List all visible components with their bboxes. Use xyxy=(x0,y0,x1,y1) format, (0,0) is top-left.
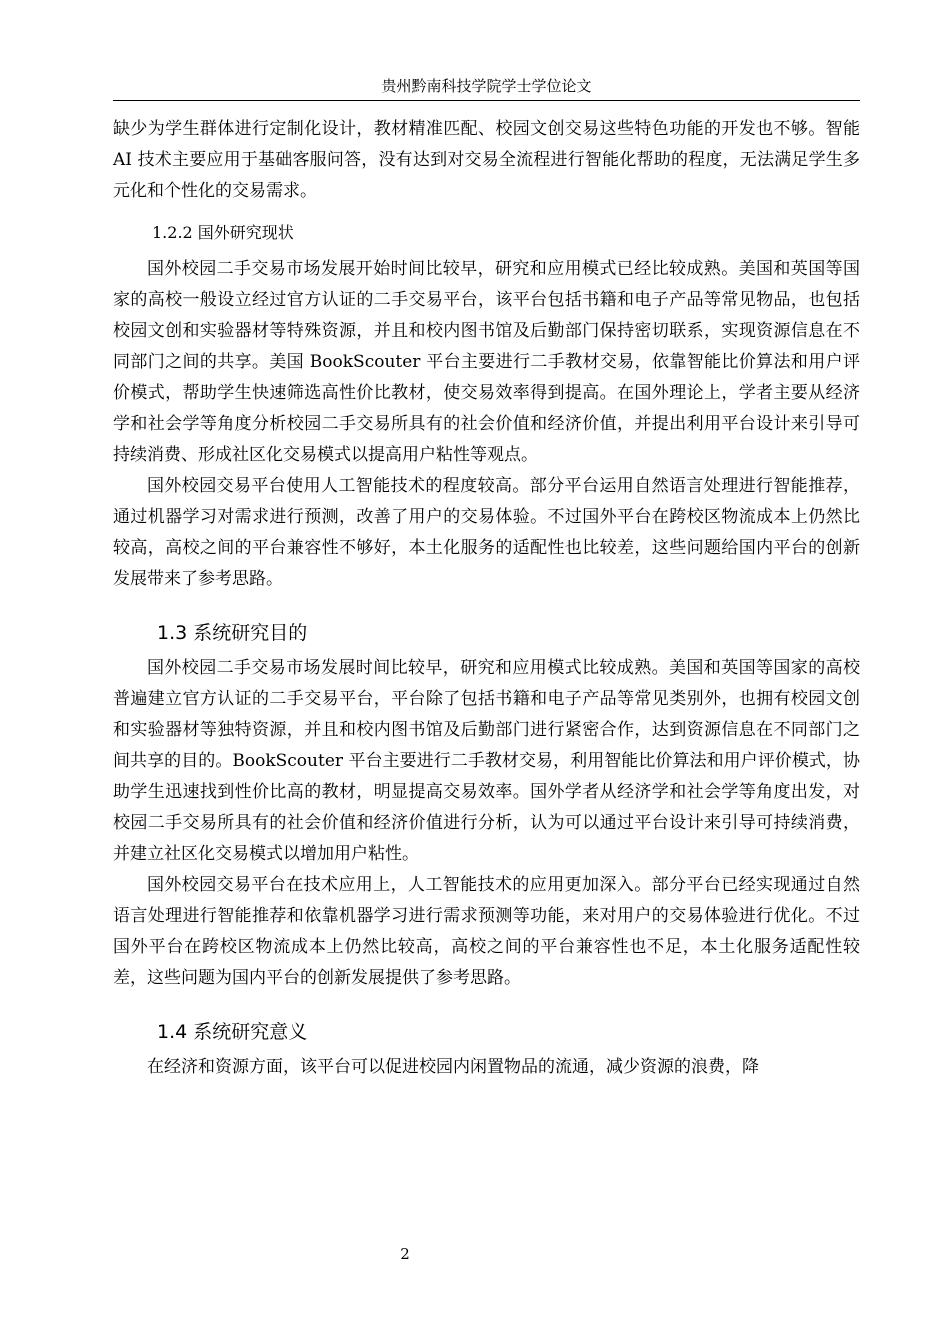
header-divider xyxy=(113,100,860,101)
paragraph-intro: 缺少为学生群体进行定制化设计，教材精准匹配、校园文创交易这些特色功能的开发也不够。智能 AI 技术主要应用于基础客服问答，没有达到对交易全流程进行智能化帮助的程度，无法满足学生多元化和个性化的交易需求。 xyxy=(113,119,860,201)
paragraph-1-3-b: 国外校园交易平台在技术应用上，人工智能技术的应用更加深入。部分平台已经实现通过自然语言处理进行智能推荐和依靠机器学习进行需求预测等功能，来对用户的交易体验进行优化。不过国外平台在跨校区物流成本上仍然比较高，高校之间的平台兼容性也不足，本土化服务适配性较差，这些问题为国内平台的创新发展提供了参考思路。 xyxy=(113,875,860,988)
heading-1-2-2: 1.2.2 国外研究现状 xyxy=(152,223,294,242)
heading-1-3: 1.3 系统研究目的 xyxy=(157,622,308,644)
paragraph-1-3-a: 国外校园二手交易市场发展时间比较早，研究和应用模式比较成熟。美国和英国等国家的高校普遍建立官方认证的二手交易平台，平台除了包括书籍和电子产品等常见类别外，也拥有校园文创和实验器材等独特资源，并且和校内图书馆及后勤部门进行紧密合作，达到资源信息在不同部门之间共享的目的。BookScouter 平台主要进行二手教材交易，利用智能比价算法和用户评价模式，协助学生迅速找到性价比高的教材，明显提高交易效率。国外学者从经济学和社会学等角度出发，对校园二手交易所具有的社会价值和经济价值进行分析，认为可以通过平台设计来引导可持续消费，并建立社区化交易模式以增加用户粘性。 xyxy=(113,658,860,864)
page-body xyxy=(113,114,860,1083)
paragraph-1-4-a: 在经济和资源方面，该平台可以促进校园内闲置物品的流通，减少资源的浪费，降 xyxy=(147,1057,759,1077)
heading-1-4: 1.4 系统研究意义 xyxy=(157,1021,308,1043)
running-header: 贵州黔南科技学院学士学位论文 xyxy=(381,77,592,95)
page-number: 2 xyxy=(400,1245,410,1263)
paragraph-1-2-2-b: 国外校园交易平台使用人工智能技术的程度较高。部分平台运用自然语言处理进行智能推荐，通过机器学习对需求进行预测，改善了用户的交易体验。不过国外平台在跨校区物流成本上仍然比较高，高校之间的平台兼容性不够好，本土化服务的适配性也比较差，这些问题给国内平台的创新发展带来了参考思路。 xyxy=(113,476,860,589)
paragraph-1-2-2-a: 国外校园二手交易市场发展开始时间比较早，研究和应用模式已经比较成熟。美国和英国等国家的高校一般设立经过官方认证的二手交易平台，该平台包括书籍和电子产品等常见物品，也包括校园文创和实验器材等特殊资源，并且和校内图书馆及后勤部门保持密切联系，实现资源信息在不同部门之间的共享。美国 BookScouter 平台主要进行二手教材交易，依靠智能比价算法和用户评价模式，帮助学生快速筛选高性价比教材，使交易效率得到提高。在国外理论上，学者主要从经济学和社会学等角度分析校园二手交易所具有的社会价值和经济价值，并提出利用平台设计来引导可持续消费、形成社区化交易模式以提高用户粘性等观点。 xyxy=(113,259,860,465)
